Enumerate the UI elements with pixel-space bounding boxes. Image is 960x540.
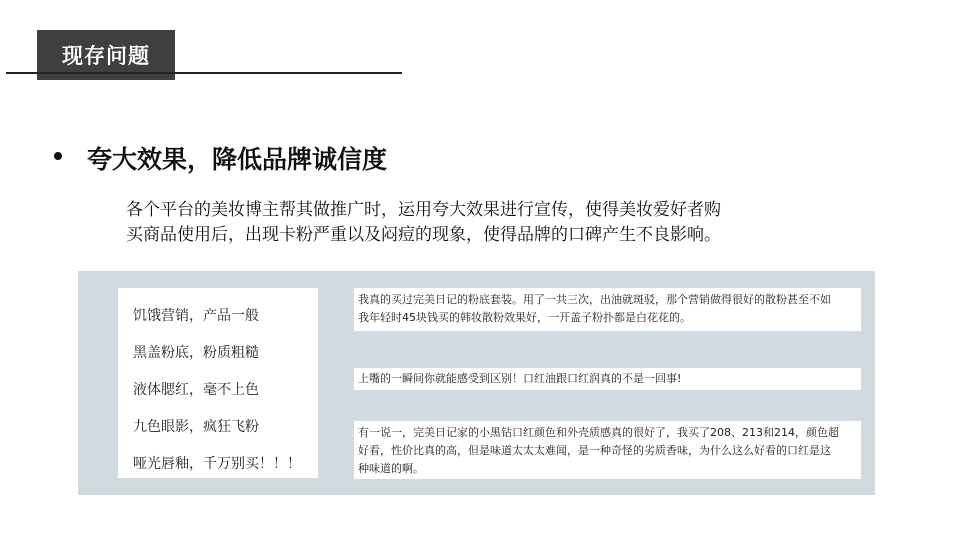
problem-points-box: [118, 288, 318, 478]
reviews-panel: [78, 271, 875, 495]
review-card: [354, 288, 861, 331]
problem-point: 饥饿营销，产品一般: [133, 308, 259, 324]
problem-point: 哑光唇釉，千万别买！！！: [133, 456, 301, 472]
review-line: 好看，性价比真的高，但是味道太太太难闻，是一种奇怪的劣质香味，为什么这么好看的口红是这: [358, 444, 831, 457]
bullet-icon: [54, 152, 62, 160]
description-text: [126, 198, 846, 248]
description-line: 各个平台的美妆博主帮其做推广时，运用夸大效果进行宣传，使得美妆爱好者购: [126, 200, 721, 220]
problem-point: 液体腮红，毫不上色: [133, 382, 259, 398]
review-line: 有一说一，完美日记家的小黑钻口红颜色和外壳质感真的很好了，我买了208、213和214，颜色超: [358, 426, 839, 439]
problem-point: 九色眼影，疯狂飞粉: [133, 419, 259, 435]
description-line: 买商品使用后，出现卡粉严重以及闷痘的现象，使得品牌的口碑产生不良影响。: [126, 225, 721, 245]
section-tag: 现存问题: [37, 30, 175, 80]
review-line: 我年轻时45块钱买的韩妆散粉效果好，一开盖子粉扑都是白花花的。: [358, 311, 691, 324]
problem-point: 黑盖粉底，粉质粗糙: [133, 345, 259, 361]
slide-heading: 夸大效果，降低品牌诚信度: [87, 145, 388, 174]
review-card: [354, 421, 861, 479]
review-card: [354, 368, 861, 390]
review-line: 种味道的啊。: [358, 462, 424, 475]
header-divider: [6, 72, 402, 74]
review-line: 我真的买过完美日记的粉底套装。用了一共三次，出油就斑驳，那个营销做得很好的散粉甚至不如: [358, 293, 831, 306]
review-line: 上嘴的一瞬间你就能感受到区别！口红油跟口红润真的不是一回事!: [358, 372, 682, 385]
